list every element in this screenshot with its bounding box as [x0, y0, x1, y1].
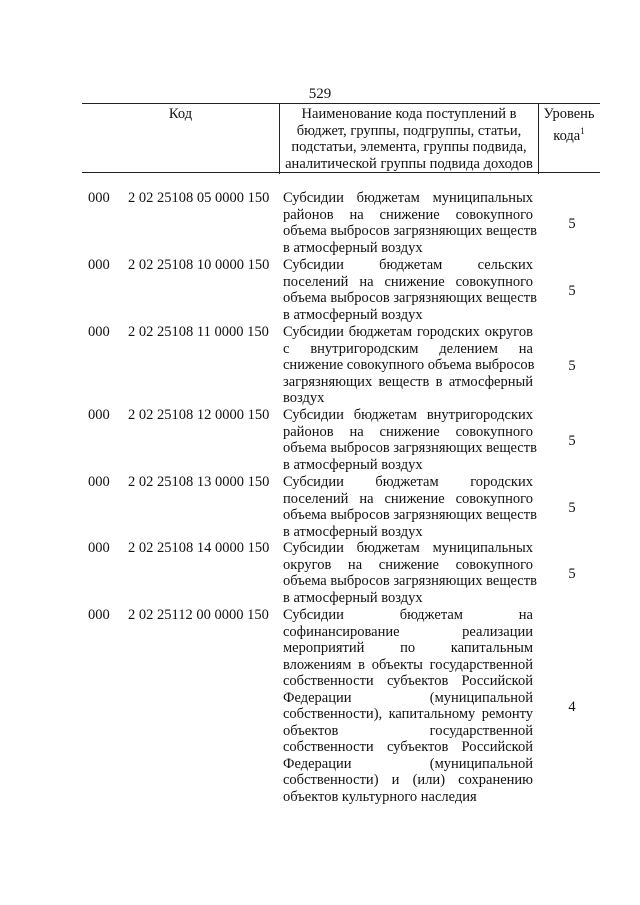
- income-name-line: объектов государственной: [283, 722, 533, 739]
- footnote-marker: 1: [580, 125, 585, 136]
- income-name-line: объема выбросов загрязняющих веществ: [283, 290, 537, 306]
- income-name-line: районов на снижение совокупного: [283, 206, 533, 223]
- code-level: 5: [568, 215, 576, 232]
- income-name-line: объема выбросов загрязняющих веществ: [283, 507, 537, 523]
- page-number: 529: [308, 86, 332, 102]
- income-name-line: Федерации (муниципальной: [283, 689, 533, 706]
- income-name-line: Федерации (муниципальной: [283, 755, 533, 772]
- income-name: [283, 540, 537, 606]
- code-level: 5: [568, 499, 576, 516]
- income-name-line: Субсидии бюджетам городских округов: [283, 324, 533, 340]
- income-code: 2 02 25108 12 0000 150: [128, 407, 270, 423]
- income-name-line: Субсидии бюджетам на: [283, 607, 533, 623]
- admin-code: 000: [88, 607, 110, 623]
- income-name-line: софинансирование реализации: [283, 623, 533, 640]
- header-code: Код: [168, 106, 193, 122]
- income-name-line: в атмосферный воздух: [283, 456, 423, 473]
- income-name-line: Субсидии бюджетам сельских: [283, 257, 533, 273]
- header-name-line: бюджет, группы, подгруппы, статьи,: [296, 122, 522, 139]
- code-level: 5: [568, 282, 576, 299]
- code-level: 5: [568, 432, 576, 449]
- income-code: 2 02 25108 05 0000 150: [128, 190, 270, 206]
- income-name-line: Субсидии бюджетам муниципальных: [283, 540, 533, 556]
- header-name-line: аналитической группы подвида доходов: [285, 155, 533, 172]
- income-code: 2 02 25108 14 0000 150: [128, 540, 270, 556]
- header-name: [279, 104, 539, 174]
- header-level-line2: [538, 123, 600, 144]
- income-name-line: в атмосферный воздух: [283, 523, 423, 540]
- income-name-line: Субсидии бюджетам муниципальных: [283, 190, 533, 206]
- header-level: [538, 104, 600, 174]
- income-name-line: в атмосферный воздух: [283, 589, 423, 606]
- income-name: [283, 190, 537, 256]
- income-name-line: объектов культурного наследия: [283, 788, 477, 805]
- income-name-line: округов на снижение совокупного: [283, 556, 533, 573]
- income-name-line: в атмосферный воздух: [283, 239, 423, 256]
- code-level: 5: [568, 565, 576, 582]
- income-name: [283, 324, 533, 407]
- income-code: 2 02 25108 10 0000 150: [128, 257, 270, 273]
- income-name-line: с внутригородским делением на: [283, 340, 533, 357]
- header-name-line: Наименование кода поступлений в: [301, 106, 517, 122]
- income-name-line: загрязняющих веществ в атмосферный: [283, 373, 533, 390]
- admin-code: 000: [88, 257, 110, 273]
- income-name-line: объема выбросов загрязняющих веществ: [283, 573, 537, 589]
- admin-code: 000: [88, 540, 110, 556]
- header-level-word: кода: [553, 127, 581, 144]
- income-name-line: поселений на снижение совокупного: [283, 273, 533, 290]
- code-level: 5: [568, 358, 576, 374]
- income-name-line: Субсидии бюджетам внутригородских: [283, 407, 533, 423]
- income-name: [283, 607, 533, 805]
- income-name-line: воздух: [283, 390, 325, 406]
- income-name-line: собственности) и (или) сохранению: [283, 772, 533, 788]
- income-name-line: районов на снижение совокупного: [283, 423, 533, 440]
- income-name-line: в атмосферный воздух: [283, 306, 423, 323]
- admin-code: 000: [88, 474, 110, 490]
- code-level: 4: [568, 698, 576, 715]
- income-code: 2 02 25108 11 0000 150: [128, 324, 269, 340]
- income-name-line: Субсидии бюджетам городских: [283, 474, 533, 490]
- admin-code: 000: [88, 324, 110, 340]
- admin-code: 000: [88, 190, 110, 206]
- admin-code: 000: [88, 407, 110, 423]
- income-name-line: поселений на снижение совокупного: [283, 490, 533, 507]
- income-name: [283, 474, 537, 540]
- income-name-line: вложениям в объекты государственной: [283, 656, 533, 673]
- income-name-line: объема выбросов загрязняющих веществ: [283, 440, 537, 456]
- table-header: [82, 103, 600, 173]
- income-name-line: снижение совокупного объема выбросов: [283, 357, 535, 373]
- income-name: [283, 257, 537, 323]
- header-name-line: подстатьи, элемента, группы подвида,: [291, 139, 527, 155]
- income-code: 2 02 25108 13 0000 150: [128, 474, 270, 490]
- income-code: 2 02 25112 00 0000 150: [128, 607, 269, 623]
- income-name-line: мероприятий по капитальным: [283, 640, 533, 656]
- header-level-line1: Уровень: [543, 106, 595, 122]
- income-name-line: собственности субъектов Российской: [283, 673, 533, 689]
- income-name-line: объема выбросов загрязняющих веществ: [283, 223, 537, 239]
- income-name-line: собственности), капитальному ремонту: [283, 706, 533, 722]
- income-name: [283, 407, 537, 473]
- income-name-line: собственности субъектов Российской: [283, 739, 533, 755]
